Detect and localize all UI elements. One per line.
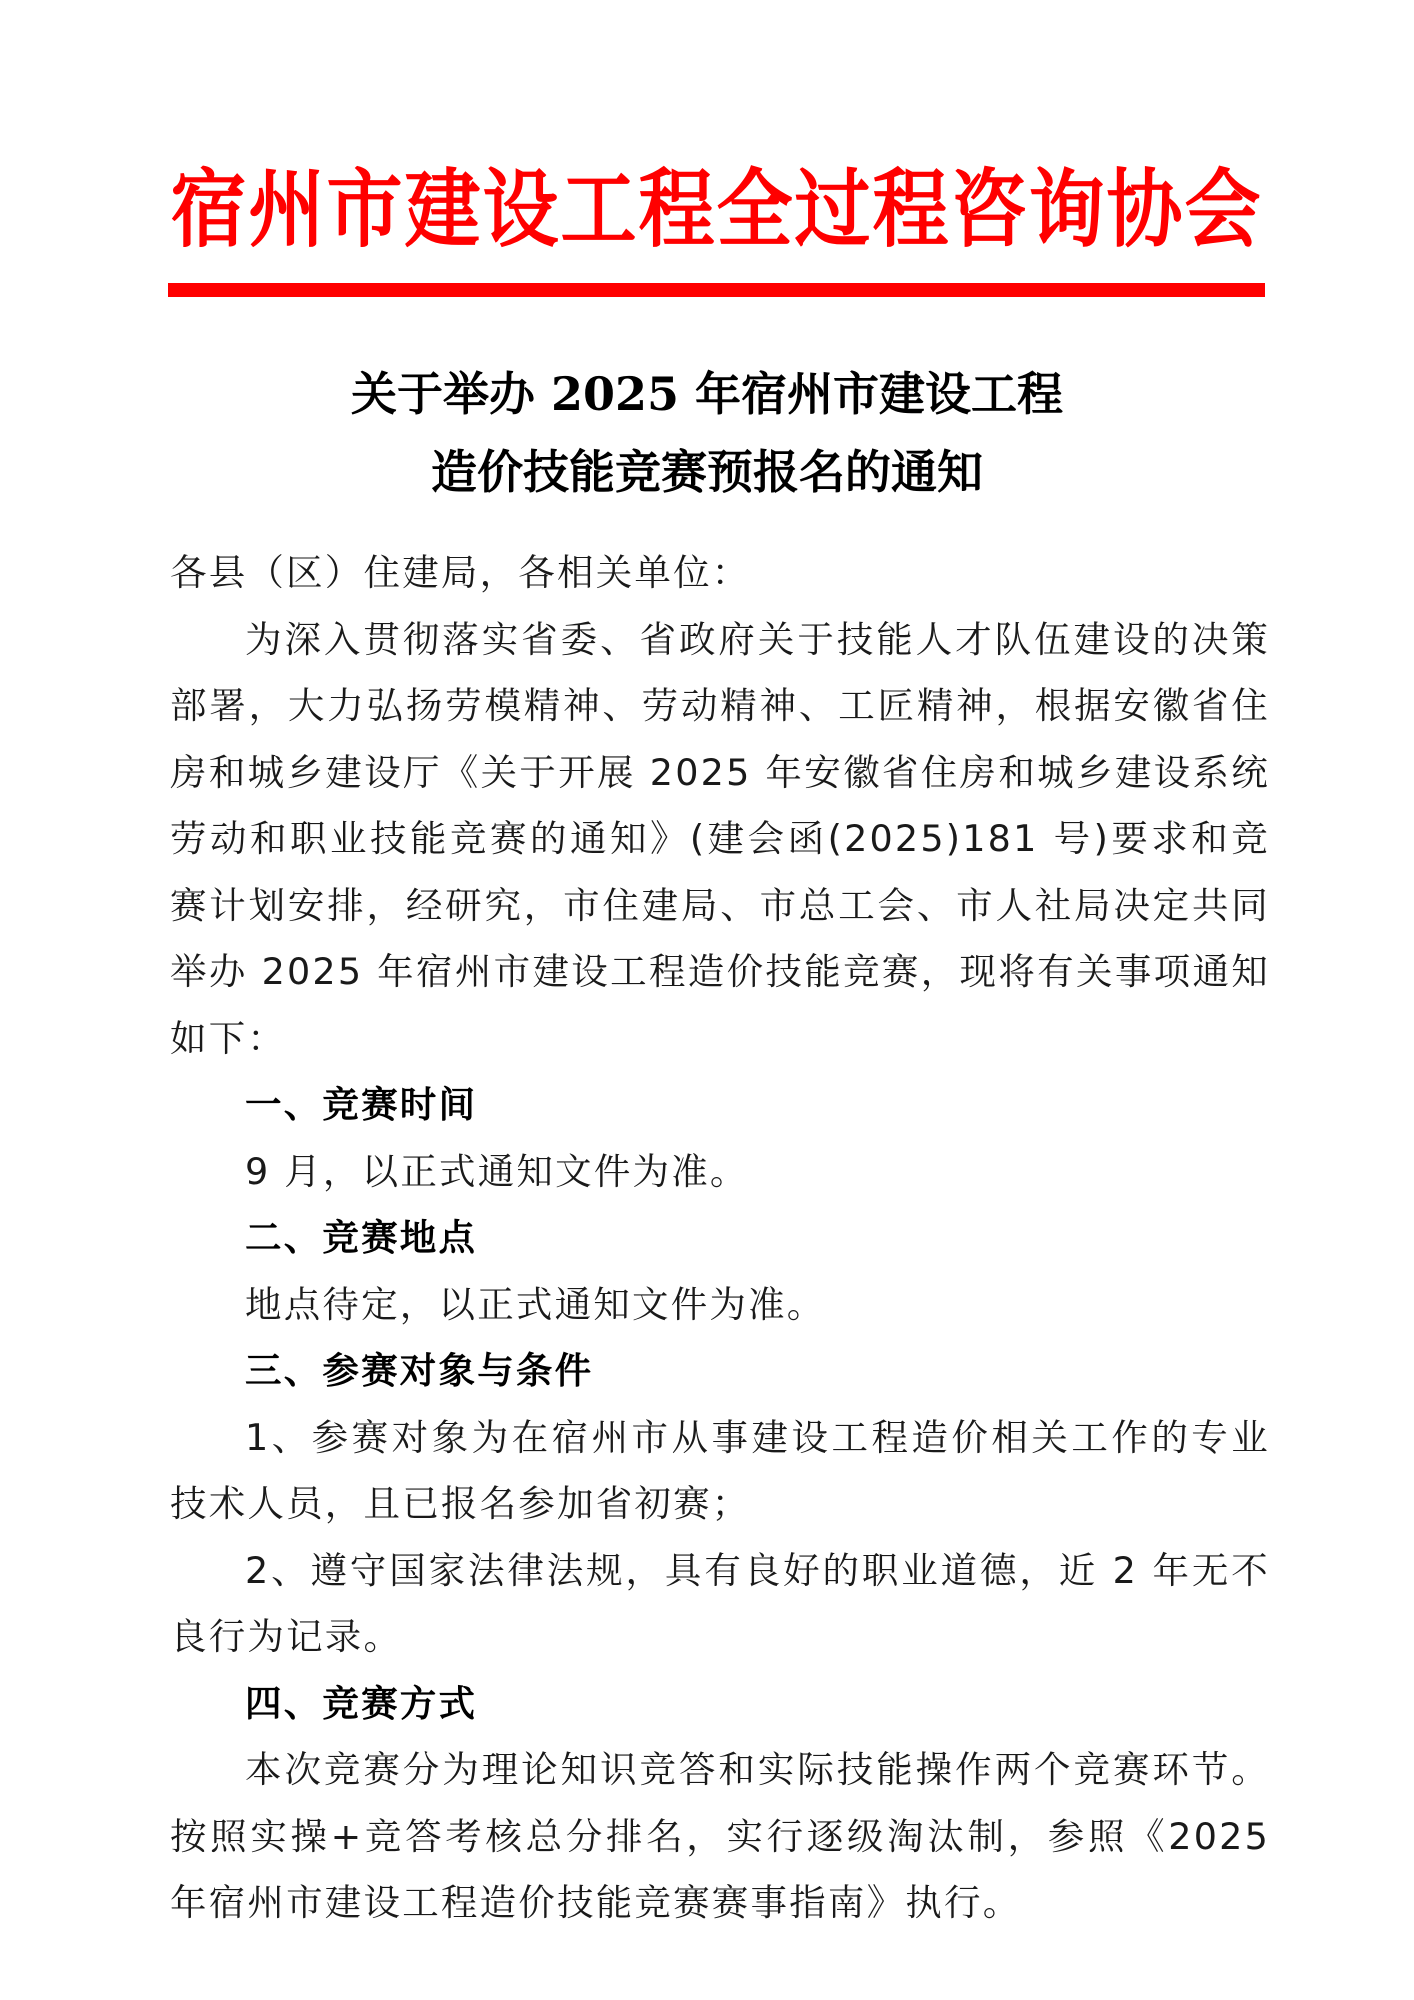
letterhead <box>168 160 1265 260</box>
section-heading-location: 二、竞赛地点 <box>245 1216 478 1259</box>
section-paragraph: 2、遵守国家法律法规，具有良好的职业道德，近 2 年无不良行为记录。 <box>170 1548 1270 1658</box>
organization-name: 宿州市建设工程全过程咨询协会 <box>170 159 1263 260</box>
section-paragraph: 本次竞赛分为理论知识竞答和实际技能操作两个竞赛环节。按照实操+竞答考核总分排名，实行逐级淘汰制，参照《2025 年宿州市建设工程造价技能竞赛赛事指南》执行。 <box>170 1748 1270 1924</box>
section-paragraph: 地点待定，以正式通知文件为准。 <box>245 1282 826 1326</box>
section-paragraph: 1、参赛对象为在宿州市从事建设工程造价相关工作的专业技术人员，且已报名参加省初赛； <box>170 1415 1270 1525</box>
intro-paragraph: 为深入贯彻落实省委、省政府关于技能人才队伍建设的决策部署，大力弘扬劳模精神、劳动精神、工匠精神，根据安徽省住房和城乡建设厅《关于开展 2025 年安徽省住房和城乡建设系统劳动和职业技能竞赛的通知》(建会函(2025)181 号)要求和竞赛计划安排，经研究，市住建局、市总工会、市人社局决定共同举办 2025 年宿州市建设工程造价技能竞赛，现将有关事项通知如下： <box>170 617 1270 1060</box>
section-paragraph: 9 月，以正式通知文件为准。 <box>245 1149 749 1193</box>
title-line-2: 造价技能竞赛预报名的通知 <box>431 445 983 499</box>
document-title <box>0 355 1414 511</box>
section-heading-eligibility: 三、参赛对象与条件 <box>245 1349 594 1392</box>
section-heading-time: 一、竞赛时间 <box>245 1083 478 1126</box>
red-divider <box>168 283 1265 297</box>
document-body <box>170 540 1270 1937</box>
salutation: 各县（区）住建局，各相关单位： <box>170 551 751 594</box>
title-line-1: 关于举办 2025 年宿州市建设工程 <box>350 367 1064 421</box>
section-heading-format: 四、竞赛方式 <box>245 1681 478 1725</box>
